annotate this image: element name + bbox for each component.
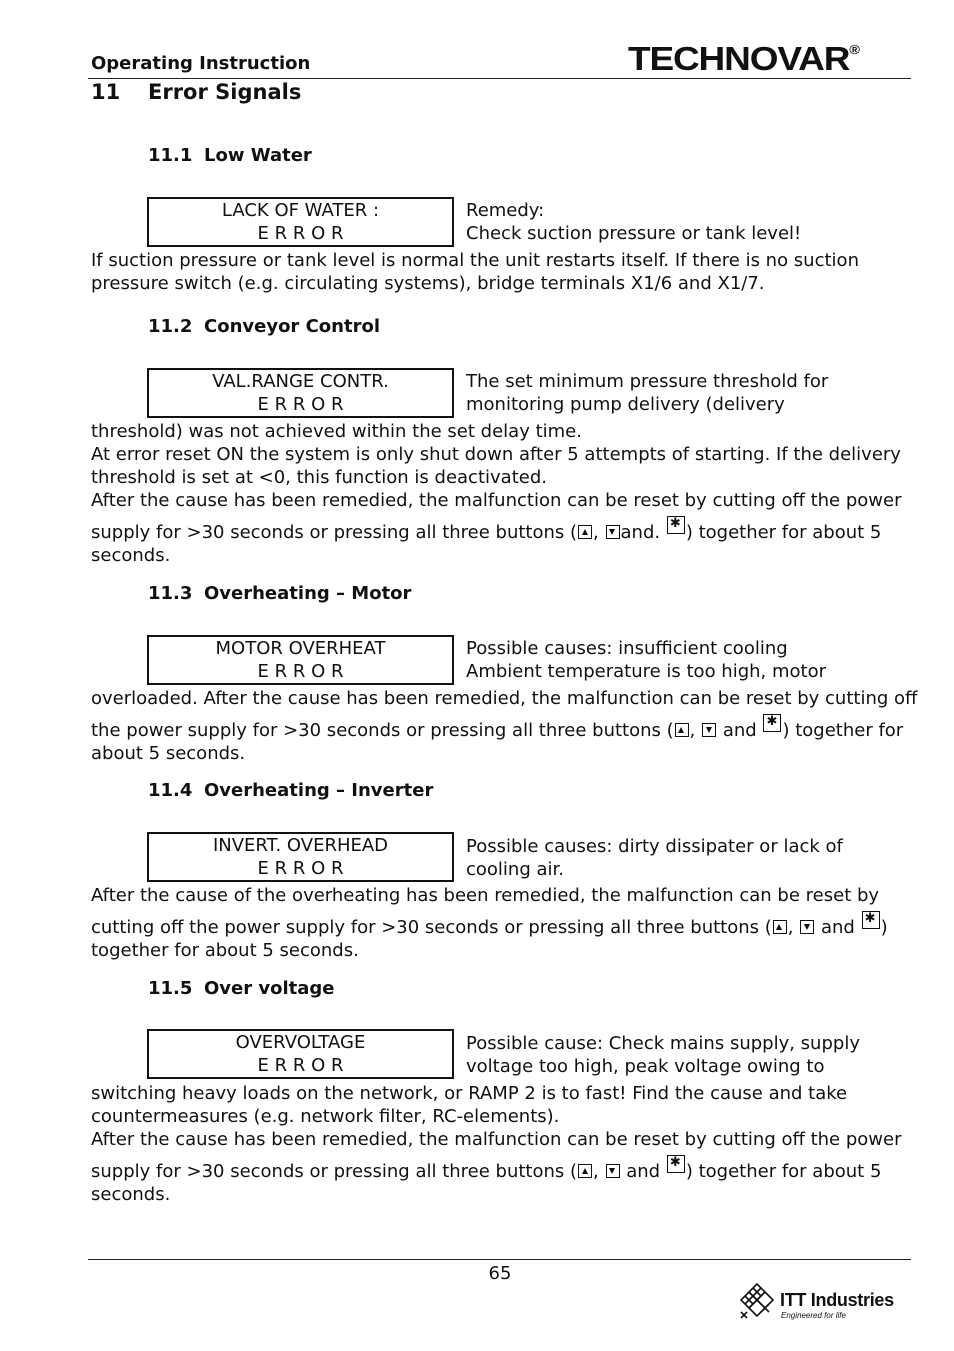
itt-emblem-icon	[737, 1282, 777, 1322]
display-line: OVERVOLTAGE	[235, 1032, 366, 1053]
body-line: together for about 5 seconds.	[91, 940, 359, 961]
page-number: 65	[488, 1263, 512, 1284]
down-arrow-button-icon	[606, 525, 620, 539]
body-line: threshold is set at <0, this function is deactivated.	[91, 467, 547, 488]
body-text	[91, 687, 918, 765]
display-line: MOTOR OVERHEAT	[215, 638, 386, 659]
body-line: After the cause has been remedied, the malfunction can be reset by cutting off the power	[91, 490, 902, 511]
up-arrow-button-icon	[578, 1164, 592, 1178]
display-line: E R R O R	[257, 394, 344, 415]
up-arrow-button-icon	[773, 920, 787, 934]
asterisk-button-icon	[667, 1155, 685, 1173]
header-title: Operating Instruction	[91, 53, 311, 74]
footer-rule	[88, 1259, 911, 1260]
side-text	[466, 637, 896, 683]
subsection-number: 11.4	[148, 780, 193, 801]
down-arrow-button-icon	[606, 1164, 620, 1178]
error-display-box	[147, 1029, 454, 1079]
side-line: voltage too high, peak voltage owing to	[466, 1056, 825, 1077]
display-line: E R R O R	[257, 223, 344, 244]
button-instruction-line: supply for >30 seconds or pressing all three buttons ( , and ✱ ) together for about 5	[91, 1155, 891, 1183]
subsection-title: Conveyor Control	[204, 316, 380, 337]
side-line: Possible causes: dirty dissipater or lack of	[466, 836, 843, 857]
subsection-number: 11.3	[148, 583, 193, 604]
side-line: Possible causes: insufficient cooling	[466, 638, 788, 659]
side-line: Possible cause: Check mains supply, supply	[466, 1033, 860, 1054]
side-line: cooling air.	[466, 859, 564, 880]
body-text	[91, 420, 902, 567]
body-line: After the cause has been remedied, the malfunction can be reset by cutting off the power	[91, 1129, 902, 1150]
body-line: seconds.	[91, 545, 171, 566]
body-line: pressure switch (e.g. circulating systems), bridge terminals X1/6 and X1/7.	[91, 273, 765, 294]
display-line: VAL.RANGE CONTR.	[212, 371, 389, 392]
technovar-logo	[628, 40, 860, 78]
button-instruction-line: the power supply for >30 seconds or pressing all three buttons ( , and ✱ ) together for	[91, 714, 891, 742]
header-rule	[88, 78, 911, 79]
button-instruction-line: supply for >30 seconds or pressing all three buttons ( , and. ✱ ) together for about 5	[91, 516, 891, 544]
body-line: countermeasures (e.g. network filter, RC-elements).	[91, 1106, 560, 1127]
body-text	[91, 249, 891, 295]
display-line: E R R O R	[257, 661, 344, 682]
down-arrow-button-icon	[800, 920, 814, 934]
up-arrow-button-icon	[578, 525, 592, 539]
side-text	[466, 835, 896, 881]
side-text	[466, 370, 896, 416]
logo-text: TECHNOVAR	[628, 40, 850, 77]
error-display-box	[147, 368, 454, 418]
body-line: about 5 seconds.	[91, 743, 246, 764]
display-line: E R R O R	[257, 858, 344, 879]
itt-brand-name: ITT Industries	[780, 1290, 894, 1310]
body-line: switching heavy loads on the network, or RAMP 2 is to fast! Find the cause and take	[91, 1083, 848, 1104]
side-text	[466, 1032, 896, 1078]
asterisk-button-icon	[763, 714, 781, 732]
display-line: LACK OF WATER :	[221, 200, 380, 221]
up-arrow-button-icon	[675, 723, 689, 737]
subsection-number: 11.1	[148, 145, 193, 166]
itt-industries-logo	[737, 1282, 894, 1326]
subsection-number: 11.2	[148, 316, 193, 337]
registered-mark: ®	[849, 42, 861, 57]
itt-tagline: Engineered for life	[781, 1311, 846, 1320]
side-line: Ambient temperature is too high, motor	[466, 661, 827, 682]
side-line: Check suction pressure or tank level!	[466, 223, 802, 244]
error-display-box	[147, 635, 454, 685]
body-line: After the cause of the overheating has been remedied, the malfunction can be reset by	[91, 885, 880, 906]
subsection-title: Over voltage	[204, 978, 335, 999]
button-instruction-line: cutting off the power supply for >30 seconds or pressing all three buttons ( , and ✱ )	[91, 911, 891, 939]
side-line: The set minimum pressure threshold for	[466, 371, 829, 392]
asterisk-button-icon	[862, 911, 880, 929]
subsection-title: Low Water	[204, 145, 312, 166]
display-line: INVERT. OVERHEAD	[212, 835, 389, 856]
side-line: Remedy:	[466, 200, 545, 221]
error-display-box	[147, 832, 454, 882]
down-arrow-button-icon	[702, 723, 716, 737]
body-text	[91, 884, 891, 962]
section-number: 11	[91, 80, 121, 104]
body-text	[91, 1082, 902, 1206]
subsection-title: Overheating – Inverter	[204, 780, 434, 801]
subsection-title: Overheating – Motor	[204, 583, 412, 604]
body-line: If suction pressure or tank level is normal the unit restarts itself. If there is no suction	[91, 250, 859, 271]
body-line: At error reset ON the system is only shut down after 5 attempts of starting. If the delivery	[91, 444, 901, 465]
asterisk-button-icon	[667, 516, 685, 534]
body-line: seconds.	[91, 1184, 171, 1205]
subsection-number: 11.5	[148, 978, 193, 999]
error-display-box	[147, 197, 454, 247]
body-line: overloaded. After the cause has been remedied, the malfunction can be reset by cutting off	[91, 688, 918, 709]
section-title: Error Signals	[148, 80, 302, 104]
side-text	[466, 199, 896, 245]
display-line: E R R O R	[257, 1055, 344, 1076]
body-line: threshold) was not achieved within the set delay time.	[91, 421, 582, 442]
side-line: monitoring pump delivery (delivery	[466, 394, 785, 415]
